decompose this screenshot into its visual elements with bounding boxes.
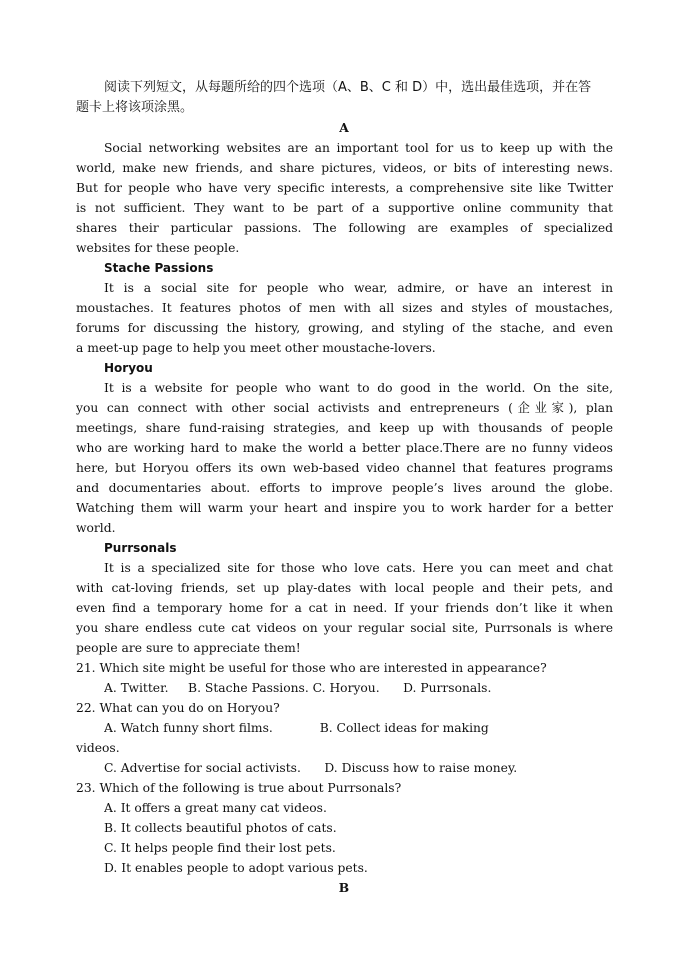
intro-line: websites for these people. bbox=[76, 241, 240, 255]
horyou-heading: Horyou bbox=[104, 361, 153, 375]
stache-line: It is a social site for people who wear, admire, or have an interest in bbox=[104, 281, 613, 295]
question-22-options-row-1: A. Watch funny short films. B. Collect ideas for making bbox=[104, 721, 489, 735]
question-23-option-b: B. It collects beautiful photos of cats. bbox=[104, 821, 337, 835]
instruction-line-1: 阅读下列短文，从每题所给的四个选项（A、B、C 和 D）中，选出最佳选项，并在答 bbox=[104, 80, 592, 95]
intro-line: Social networking websites are an important tool for us to keep up with the bbox=[104, 141, 613, 155]
intro-line: shares their particular passions. The following are examples of specialized bbox=[76, 221, 613, 235]
question-22-stem: 22. What can you do on Horyou? bbox=[76, 701, 280, 715]
purrsonals-line: even find a temporary home for a cat in need. If your friends don’t like it when bbox=[76, 601, 613, 615]
stache-line: forums for discussing the history, growing, and styling of the stache, and even bbox=[76, 321, 613, 335]
intro-line: is not sufficient. They want to be part of a supportive online community that bbox=[76, 201, 613, 215]
purrsonals-line: with cat-loving friends, set up play-dates with local people and their pets, and bbox=[76, 581, 613, 595]
question-23-option-a: A. It offers a great many cat videos. bbox=[104, 801, 327, 815]
question-21-options: A. Twitter. B. Stache Passions. C. Horyou. D. Purrsonals. bbox=[104, 681, 492, 695]
horyou-line: and documentaries about. efforts to improve people’s lives around the globe. bbox=[76, 481, 613, 495]
horyou-line: world. bbox=[76, 521, 116, 535]
section-b-title: B bbox=[338, 880, 350, 895]
section-a-title: A bbox=[339, 120, 349, 135]
purrsonals-line: people are sure to appreciate them! bbox=[76, 641, 301, 655]
stache-heading: Stache Passions bbox=[104, 261, 214, 275]
horyou-line: you can connect with other social activists and entrepreneurs (企业家), plan bbox=[76, 401, 613, 415]
purrsonals-line: you share endless cute cat videos on your regular social site, Purrsonals is where bbox=[76, 621, 613, 635]
horyou-line: who are working hard to make the world a better place.There are no funny videos bbox=[76, 441, 613, 455]
stache-line: a meet-up page to help you meet other moustache-lovers. bbox=[76, 341, 436, 355]
instruction-line-2: 题卡上将该项涂黑。 bbox=[76, 100, 194, 115]
horyou-line: here, but Horyou offers its own web-based video channel that features programs bbox=[76, 461, 613, 475]
intro-line: But for people who have very specific interests, a comprehensive site like Twitter bbox=[76, 181, 613, 195]
question-22-options-row-2: C. Advertise for social activists. D. Discuss how to raise money. bbox=[104, 761, 518, 775]
horyou-line: It is a website for people who want to do good in the world. On the site, bbox=[104, 381, 613, 395]
horyou-line: Watching them will warm your heart and inspire you to work harder for a better bbox=[76, 501, 613, 515]
question-21-stem: 21. Which site might be useful for those who are interested in appearance? bbox=[76, 661, 547, 675]
stache-line: moustaches. It features photos of men with all sizes and styles of moustaches, bbox=[76, 301, 613, 315]
question-23-option-d: D. It enables people to adopt various pets. bbox=[104, 861, 368, 875]
horyou-line: meetings, share fund-raising strategies, and keep up with thousands of people bbox=[76, 421, 613, 435]
purrsonals-line: It is a specialized site for those who love cats. Here you can meet and chat bbox=[104, 561, 613, 575]
intro-line: world, make new friends, and share pictures, videos, or bits of interesting news. bbox=[76, 161, 613, 175]
question-23-option-c: C. It helps people find their lost pets. bbox=[104, 841, 336, 855]
purrsonals-heading: Purrsonals bbox=[104, 541, 177, 555]
question-23-stem: 23. Which of the following is true about Purrsonals? bbox=[76, 781, 402, 795]
question-22-options-wrap: videos. bbox=[76, 741, 120, 755]
